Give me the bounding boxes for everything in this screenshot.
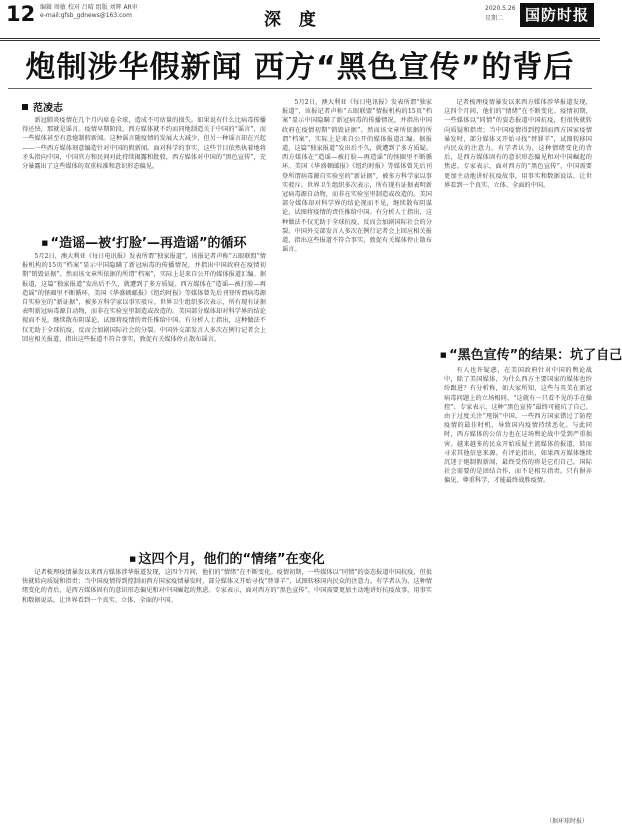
article-author xyxy=(22,99,63,114)
author-name: 范凌志 xyxy=(33,103,63,114)
headline-divider xyxy=(8,88,592,89)
section-1-text xyxy=(22,252,266,542)
middle-column-text xyxy=(282,98,432,598)
source-credit: （据环球时报） xyxy=(545,818,588,825)
weekday-line: 星期二 xyxy=(485,15,504,22)
subheading-1: ■ “造谣—被‘打脸’—再造谣”的循环 xyxy=(22,232,266,251)
right-column-upper xyxy=(444,98,592,338)
article-lead xyxy=(22,116,266,228)
article-headline: 炮制涉华假新闻 西方“黑色宣传”的背后 xyxy=(25,50,575,85)
masthead-logo: 国防时报 xyxy=(520,3,594,27)
section-3-paragraph: 有人也许疑惑，在美国政府针对中国的舆论战中，除了美国媒体，为什么西方主要国家的媒体也纷纷跟进？有分析称，如大家所知，这些与英美在新冠病毒问题上的立场相同。“这就有一只看不见的手在操控”。专家表示，这种“黑色宣传”最终可能坑了自己。由于过度关注“甩锅”中国，一些西方国家错过了防控疫情的最佳时机，导致国内疫情持续恶化。与此同时，西方媒体的公信力也在这场舆论战中受到严重损害。越来越多的民众开始质疑主流媒体的报道，转而寻求其他信息来源。有评论指出，如果西方媒体继续沉迷于炮制假新闻，最终受伤的将是它们自己。国际社会需要的是团结合作，而不是相互指责。只有摒弃偏见、尊重科学，才能最终战胜疫情。 xyxy=(444,367,592,485)
right-upper-paragraph: 记者梳理疫情暴发以来西方媒体涉华报道发现，这四个月间，他们的“情绪”在不断变化。疫情初期，一些媒体以“同情”的姿态报道中国抗疫，但很快就转向质疑和指责；当中国疫情得到控制而西方国家疫情暴发时，部分媒体又开始寻找“替罪羊”，试图转移国内民众的注意力。有学者认为，这种情绪变化的背后，是西方媒体固有的意识形态偏见和对中国崛起的焦虑。专家表示，面对西方的“黑色宣传”，中国需要更加主动地讲好抗疫故事，用事实和数据说话，让世界看到一个真实、立体、全面的中国。 xyxy=(444,99,592,189)
editor-info xyxy=(40,4,138,20)
section-2-paragraph: 记者梳理疫情暴发以来西方媒体涉华报道发现，这四个月间，他们的“情绪”在不断变化。疫情初期，一些媒体以“同情”的姿态报道中国抗疫，但很快就转向质疑和指责；当中国疫情得到控制而西方国家疫情暴发时，部分媒体又开始寻找“替罪羊”，试图转移国内民众的注意力。有学者认为，这种情绪变化的背后，是西方媒体固有的意识形态偏见和对中国崛起的焦虑。专家表示，面对西方的“黑色宣传”，中国需要更加主动地讲好抗疫故事，用事实和数据说话，让世界看到一个真实、立体、全面的中国。 xyxy=(22,569,432,604)
page-number: 12 xyxy=(6,2,36,26)
lead-paragraph: 新冠肺炎疫情在几个月内席卷全球，造成不可估量的损失。如果说有什么比病毒传播得还快，那就是谣言。疫情早期阶段，西方媒体就不约而同地制造关于中国的“谣言”，而一些媒体甚至有意炮制假新闻。这种谣言随疫情的发展大大减少，但另一种谣言却在兴起——一些西方媒体刻意编造针对中国的假新闻。面对科学的事实，这些节目依然执着地将矛头指向中国，中国官方和民间对此持续揭露和批驳，西方媒体对中国的“黑色宣传”，充分暴露出了这些媒体的双重标准和意识形态偏见。 xyxy=(22,117,266,171)
subheading-2: ■ 这四个月，他们的“情绪”在变化 xyxy=(22,548,432,567)
page-header xyxy=(0,0,600,41)
section-2-text xyxy=(22,568,432,823)
section-3-text xyxy=(444,366,592,811)
middle-paragraph: 5月2日，澳大利亚《每日电讯报》发表所谓“独家报道”，该报记者声称“五眼联盟”情报机构的15页“档案”显示中国隐瞒了新冠病毒的传播情况，并指出中国政府在疫情初期“销毁证据”。然而该文章所依据的所谓“档案”，实际上是来自公开的媒体报道汇编。据报道，这篇“独家报道”发出后不久，就遭到了多方质疑。西方媒体在“造谣—被打脸—再造谣”的怪圈里不断循环。美国《华盛顿邮报》《纽约时报》等媒体曾先后刊登所谓病毒源自实验室的“新证据”，被多方科学家以事实驳斥。世界卫生组织多次表示，所有现有证据表明新冠病毒源自动物，而非在实验室里制造或改造的。美国部分媒体却对科学界的结论视而不见，继续散布阴谋论，试图将疫情的责任推给中国。有分析人士指出，这种做法不仅无助于全球抗疫，反而会加剧国际社会的分裂。中国外交部发言人多次在例行记者会上回应相关报道，指出这些报道不符合事实，敦促有关媒体停止散布谣言。 xyxy=(282,99,432,254)
author-marker-icon xyxy=(22,104,28,110)
editor-line: 编辑 周敏 校对 吕晴 组版 刘辉 AR审 xyxy=(40,4,138,11)
issue-date xyxy=(485,4,516,24)
subheading-3: ■ “黑色宣传”的结果：坑了自己 xyxy=(440,344,596,363)
email-line: e-mail:gfsb_gdnews@163.com xyxy=(40,12,132,19)
section-1-paragraph: 5月2日，澳大利亚《每日电讯报》发表所谓“独家报道”，该报记者声称“五眼联盟”情报机构的15页“档案”显示中国隐瞒了新冠病毒的传播情况，并指出中国政府在疫情初期“销毁证据”。然而该文章所依据的所谓“档案”，实际上是来自公开的媒体报道汇编。据报道，这篇“独家报道”发出后不久，就遭到了多方质疑。西方媒体在“造谣—被打脸—再造谣”的怪圈里不断循环。美国《华盛顿邮报》《纽约时报》等媒体曾先后刊登所谓病毒源自实验室的“新证据”，被多方科学家以事实驳斥。世界卫生组织多次表示，所有现有证据表明新冠病毒源自动物，而非在实验室里制造或改造的。美国部分媒体却对科学界的结论视而不见，继续散布阴谋论，试图将疫情的责任推给中国。有分析人士指出，这种做法不仅无助于全球抗疫，反而会加剧国际社会的分裂。中国外交部发言人多次在例行记者会上回应相关报道，指出这些报道不符合事实，敦促有关媒体停止散布谣言。 xyxy=(22,253,266,343)
date-line: 2020.5.26 xyxy=(485,5,516,12)
section-title: 深 度 xyxy=(264,10,322,30)
